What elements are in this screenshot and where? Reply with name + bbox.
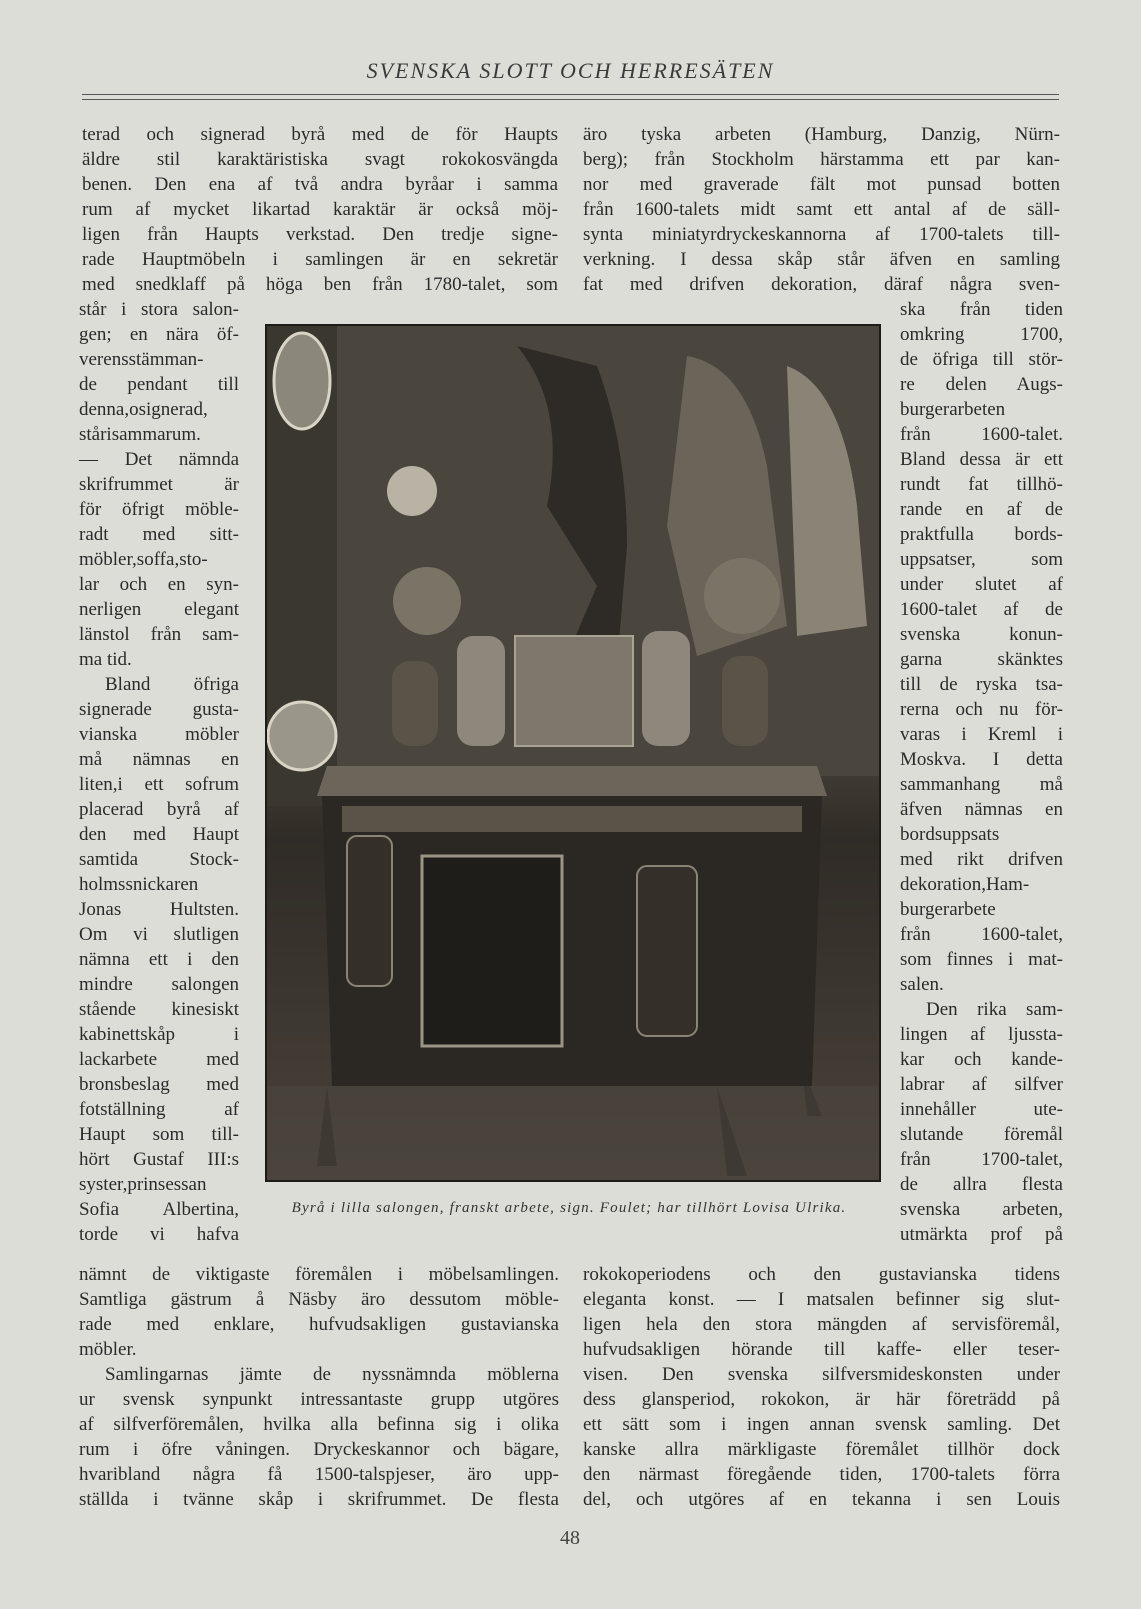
text-line: signerade gusta-: [79, 699, 239, 720]
text-line: för öfrigt möble-: [79, 499, 239, 520]
flower-bouquet: [393, 567, 461, 635]
text-line: — Det nämnda: [79, 449, 239, 470]
text-line: ma tid.: [79, 649, 132, 670]
top-right-column: [583, 122, 1060, 297]
text-line: fotställning af: [79, 1099, 239, 1120]
mantel-clock: [515, 636, 633, 746]
text-line: dess glansperiod, rokokon, är här företrädd på: [583, 1389, 1060, 1410]
text-line: rade med enklare, hufvudsakligen gustavianska: [79, 1314, 559, 1335]
text-line: rade Hauptmöbeln i samlingen är en sekretär: [82, 249, 558, 270]
text-line: Jonas Hultsten.: [79, 899, 239, 920]
text-line: som finnes i mat-: [900, 949, 1063, 970]
text-line: labrar af silfver: [900, 1074, 1063, 1095]
text-line: från 1700-talet,: [900, 1149, 1063, 1170]
oval-medallion: [274, 333, 330, 429]
text-line: Om vi slutligen: [79, 924, 239, 945]
text-line: sammanhang må: [900, 774, 1063, 795]
text-line: den med Haupt: [79, 824, 239, 845]
text-line: synta miniatyrdryckeskannorna af 1700-talets till-: [583, 224, 1060, 245]
text-line: äro tyska arbeten (Hamburg, Danzig, Nürn-: [583, 124, 1060, 145]
top-left-column: [82, 122, 558, 297]
text-line: holmssnickaren: [79, 874, 199, 895]
text-line: rum i öfre våningen. Dryckeskannor och bägare,: [79, 1439, 559, 1460]
text-line: nämnt de viktigaste föremålen i möbelsamlingen.: [79, 1264, 559, 1285]
text-line: rundt fat tillhö-: [900, 474, 1063, 495]
urn: [722, 656, 768, 746]
text-line: samtida Stock-: [79, 849, 239, 870]
text-line: kanske allra märkligaste föremålet tillhör dock: [583, 1439, 1060, 1460]
vase: [642, 631, 690, 746]
text-line: nor med graverade fält mot punsad botten: [583, 174, 1060, 195]
text-line: terad och signerad byrå med de för Haupts: [82, 124, 558, 145]
text-line: burgerarbeten: [900, 399, 1006, 420]
text-line: bordsuppsats: [900, 824, 1000, 845]
text-line: från 1600-talets midt samt ett antal af de säll-: [583, 199, 1060, 220]
text-line: hufvudsakligen hörande till kaffe- eller teser-: [583, 1339, 1060, 1360]
text-line: ställda i tvänne skåp i skrifrummet. De flesta: [79, 1489, 559, 1510]
text-line: Samtliga gästrum å Näsby äro dessutom möble-: [79, 1289, 559, 1310]
text-line: från 1600-talet.: [900, 424, 1063, 445]
text-line: kar och kande-: [900, 1049, 1063, 1070]
commode-photograph: [265, 324, 881, 1182]
text-line: möbler.: [79, 1339, 137, 1360]
text-line: uppsatser, som: [900, 549, 1063, 570]
urn: [392, 661, 438, 746]
text-line: Den rika sam-: [926, 999, 1063, 1020]
text-line: varas i Kreml i: [900, 724, 1063, 745]
text-line: slutande föremål: [900, 1124, 1063, 1145]
text-line: eleganta konst. — I matsalen befinner sig slut-: [583, 1289, 1060, 1310]
text-line: verensstämman-: [79, 349, 204, 370]
text-line: äldre stil karaktäristiska svagt rokokosvängda: [82, 149, 558, 170]
text-line: bronsbeslag med: [79, 1074, 239, 1095]
text-line: svenska konun-: [900, 624, 1063, 645]
text-line: placerad byrå af: [79, 799, 239, 820]
text-line: nämna ett i den: [79, 949, 239, 970]
text-line: syster,prinsessan: [79, 1174, 207, 1195]
text-line: möbler,soffa,sto-: [79, 549, 208, 570]
text-line: dekoration,Ham-: [900, 874, 1030, 895]
photo-caption: Byrå i lilla salongen, franskt arbete, sign. Foulet; har tillhört Lovisa Ulrika.: [291, 1200, 847, 1216]
text-line: rum af mycket likartad karaktär är också möj-: [82, 199, 558, 220]
text-line: ur svensk synpunkt intressantaste grupp utgöres: [79, 1389, 559, 1410]
text-line: de pendant till: [79, 374, 239, 395]
marquetry-panel: [422, 856, 562, 1046]
text-line: från 1600-talet,: [900, 924, 1063, 945]
text-line: kabinettskåp i: [79, 1024, 239, 1045]
text-line: vianska möbler: [79, 724, 239, 745]
text-line: med rikt drifven: [900, 849, 1063, 870]
text-line: 1600-talet af de: [900, 599, 1063, 620]
text-line: med snedklaff på höga ben från 1780-talet, som: [82, 274, 558, 295]
bottom-right-column: [583, 1262, 1060, 1512]
text-line: Moskva. I detta: [900, 749, 1063, 770]
text-line: ska från tiden: [900, 299, 1063, 320]
text-line: nerligen elegant: [79, 599, 239, 620]
text-line: hvaribland några få 1500-talspjeser, äro upp-: [79, 1464, 559, 1485]
right-side-column: [900, 297, 1063, 1247]
text-line: stårisammarum.: [79, 424, 201, 445]
side-panel: [347, 836, 392, 986]
text-line: re delen Augs-: [900, 374, 1063, 395]
text-line: torde vi hafva: [79, 1224, 239, 1245]
text-line: rokokoperiodens och den gustavianska tidens: [583, 1264, 1060, 1285]
text-line: äfven nämnas en: [900, 799, 1063, 820]
parquet-floor: [267, 1086, 879, 1180]
text-line: ligen från Haupts verkstad. Den tredje signe-: [82, 224, 558, 245]
text-line: verkning. I dessa skåp står äfven en samling: [583, 249, 1060, 270]
text-line: berg); från Stockholm härstamma ett par kan-: [583, 149, 1060, 170]
text-line: rerna och nu för-: [900, 699, 1063, 720]
text-line: Haupt som till-: [79, 1124, 239, 1145]
text-line: fat med drifven dekoration, däraf några sven-: [583, 274, 1060, 295]
text-line: visen. Den svenska silfversmideskonsten under: [583, 1364, 1060, 1385]
text-line: den närmast föregående tiden, 1700-talets förra: [583, 1464, 1060, 1485]
text-line: under slutet af: [900, 574, 1063, 595]
text-line: svenska arbeten,: [900, 1199, 1063, 1220]
tapestry-child-figure: [387, 466, 437, 516]
text-line: rande en af de: [900, 499, 1063, 520]
text-line: skrifrummet är: [79, 474, 239, 495]
text-line: gen; en nära öf-: [79, 324, 239, 345]
text-line: står i stora salon-: [79, 299, 239, 320]
text-line: Bland öfriga: [105, 674, 239, 695]
text-line: de öfriga till stör-: [900, 349, 1063, 370]
text-line: stående kinesiskt: [79, 999, 239, 1020]
commode-body: [322, 796, 822, 1086]
text-line: lackarbete med: [79, 1049, 239, 1070]
vase: [457, 636, 505, 746]
text-line: benen. Den ena af två andra byråar i samma: [82, 174, 558, 195]
text-line: af silfverföremålen, hvilka alla befinna sig i olika: [79, 1414, 559, 1435]
text-line: radt med sitt-: [79, 524, 239, 545]
round-plate: [268, 702, 336, 770]
photo-illustration: [267, 326, 879, 1180]
text-line: Bland dessa är ett: [900, 449, 1063, 470]
text-line: liten,i ett sofrum: [79, 774, 239, 795]
text-line: till de ryska tsa-: [900, 674, 1063, 695]
text-line: del, och utgöres af en tekanna i sen Louis: [583, 1489, 1060, 1510]
header-rule-bottom: [82, 99, 1059, 100]
text-line: ligen hela den stora mängden af servisföremål,: [583, 1314, 1060, 1335]
header-rule-top: [82, 94, 1059, 95]
text-line: Samlingarnas jämte de nyssnämnda möblerna: [105, 1364, 559, 1385]
text-line: länstol från sam-: [79, 624, 239, 645]
text-line: lar och en syn-: [79, 574, 239, 595]
text-line: må nämnas en: [79, 749, 239, 770]
text-line: hört Gustaf III:s: [79, 1149, 239, 1170]
text-line: utmärkta prof på: [900, 1224, 1063, 1245]
text-line: burgerarbete: [900, 899, 996, 920]
marble-top: [317, 766, 827, 796]
text-line: omkring 1700,: [900, 324, 1063, 345]
bottom-left-column: [79, 1262, 559, 1512]
side-panel: [637, 866, 697, 1036]
text-line: praktfulla bords-: [900, 524, 1063, 545]
text-line: lingen af ljussta-: [900, 1024, 1063, 1045]
text-line: de allra flesta: [900, 1174, 1063, 1195]
text-line: garna skänktes: [900, 649, 1063, 670]
text-line: ett sätt som i ingen annan svensk samling. Det: [583, 1414, 1060, 1435]
text-line: innehåller ute-: [900, 1099, 1063, 1120]
flower-bouquet: [704, 558, 780, 634]
text-line: Sofia Albertina,: [79, 1199, 239, 1220]
text-line: mindre salongen: [79, 974, 239, 995]
running-header: SVENSKA SLOTT OCH HERRESÄTEN: [366, 58, 775, 83]
text-line: salen.: [900, 974, 944, 995]
left-side-column: [79, 297, 239, 1247]
bronze-frieze: [342, 806, 802, 832]
page-number: 48: [560, 1527, 580, 1549]
text-line: denna,osignerad,: [79, 399, 208, 420]
